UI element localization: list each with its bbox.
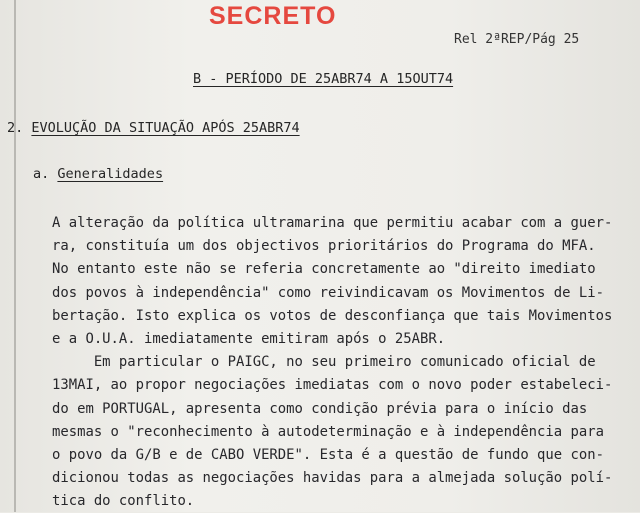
text-line: tica do conflito. bbox=[52, 493, 195, 510]
text-line: o povo da G/B e de CABO VERDE". Esta é a questão de fundo que con- bbox=[52, 446, 604, 463]
body-text bbox=[52, 212, 632, 513]
text-line: A alteração da política ultramarina que permitiu acabar com a guer- bbox=[52, 215, 613, 231]
subsection-number: a. bbox=[33, 166, 50, 182]
text-line: e a O.U.A. imediatamente emitiram após o 25ABR. bbox=[52, 330, 446, 347]
page-margin-line bbox=[14, 0, 16, 512]
page-reference: Rel 2ªREP/Pág 25 bbox=[454, 32, 580, 47]
text-line: Em particular o PAIGC, no seu primeiro comunicado oficial de bbox=[52, 354, 596, 371]
classification-stamp: SECRETO bbox=[209, 2, 337, 30]
text-line: dicionou todas as negociações havidas para a almejada solução polí- bbox=[52, 470, 613, 487]
text-line: ra, constituía um dos objectivos prioritários do Programa do MFA. bbox=[52, 238, 596, 255]
text-line: do em PORTUGAL, apresenta como condição prévia para o início das bbox=[52, 400, 588, 417]
section-title: EVOLUÇÃO DA SITUAÇÃO APÓS 25ABR74 bbox=[31, 120, 300, 136]
subsection-title: Generalidades bbox=[57, 166, 164, 182]
text-line: No entanto este não se referia concretamente ao "direito imediato bbox=[52, 261, 596, 278]
paragraph bbox=[52, 212, 632, 351]
paragraph bbox=[52, 351, 632, 513]
section-heading bbox=[7, 120, 300, 136]
text-line: dos povos à independência" como reivindicavam os Movimentos de Li- bbox=[52, 284, 604, 301]
period-heading: B - PERÍODO DE 25ABR74 A 15OUT74 bbox=[193, 71, 454, 87]
text-line: 13MAI, ao propor negociações imediatas com o novo poder estabeleci- bbox=[52, 377, 613, 394]
text-line: mesmas o "reconhecimento à autodeterminação e à independência para bbox=[52, 423, 604, 440]
text-line: bertação. Isto explica os votos de desconfiança que tais Movimentos bbox=[52, 307, 613, 324]
section-number: 2. bbox=[7, 120, 24, 136]
subsection-heading bbox=[33, 166, 163, 182]
